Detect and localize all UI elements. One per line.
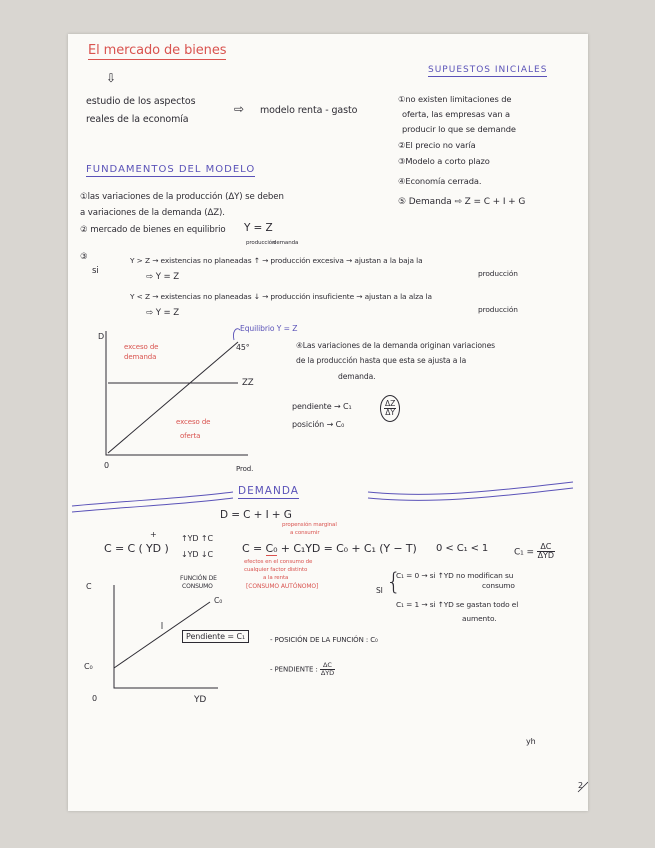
equilibrio-label: Equilibrio Y = Z	[240, 324, 298, 333]
efectos-4: [CONSUMO AUTÓNOMO]	[246, 583, 319, 590]
si-case-2a: C₁ = 1 → si ↑YD se gastan todo el	[396, 600, 519, 609]
c0-term: C₀	[265, 542, 278, 555]
zz-label: ZZ	[242, 378, 254, 388]
funcion-consumo-2: CONSUMO	[182, 583, 213, 590]
fundamento-2: ② mercado de bienes en equilibrio	[80, 225, 226, 235]
pendiente-numerator: ΔC	[320, 662, 335, 670]
pendiente-label: - PENDIENTE :	[270, 665, 318, 674]
curly-brace: {	[386, 568, 402, 596]
c-eq-rest: YD = C₀ + C₁ (Y − T)	[305, 542, 417, 555]
fundamento-3-number: ③	[80, 252, 88, 262]
delta-ratio-circle	[380, 395, 400, 422]
page-number: 2	[578, 781, 583, 790]
case-insufficient-production: Y < Z → existencias no planeadas ↓ → producción insuficiente → ajustan a la alza la	[130, 292, 432, 301]
pendiente-denominator: ΔYD	[320, 668, 334, 677]
c1-term: C₁	[293, 542, 306, 555]
exceso-oferta-1: exceso de	[176, 418, 211, 426]
supuesto-line: ③Modelo a corto plazo	[398, 156, 490, 166]
posicion-c0: posición → C₀	[292, 420, 345, 429]
c1-denominator: ΔYD	[537, 551, 554, 561]
delta-y: ΔY	[385, 407, 395, 417]
graph2-c0-label: C₀	[84, 662, 93, 671]
funcion-consumo-c0: C₀	[214, 596, 223, 605]
graph1-y-label: D	[98, 332, 105, 341]
supuesto-line: ①no existen limitaciones de	[398, 94, 512, 104]
label-45-degrees: 45°	[236, 343, 250, 352]
graph1-x-label: Prod.	[236, 465, 254, 473]
prop-marginal-1: propensión marginal	[282, 522, 337, 528]
funcion-consumo-1: FUNCIÓN DE	[180, 575, 217, 582]
fundamentos-heading: FUNDAMENTOS DEL MODELO	[86, 164, 256, 175]
c-eq-left: C =	[242, 542, 266, 555]
exceso-demanda-1: exceso de	[124, 343, 159, 351]
delta-z: ΔZ	[385, 399, 396, 408]
supuestos-heading: SUPUESTOS INICIALES	[428, 65, 548, 75]
graph2-origin: 0	[92, 694, 97, 703]
graph1-origin: 0	[104, 461, 109, 470]
demanda-equation: D = C + I + G	[220, 509, 292, 521]
case-2-result: ⇨ Y = Z	[146, 308, 180, 318]
pendiente-c1: pendiente → C₁	[292, 402, 352, 411]
supuesto-line: producir lo que se demande	[402, 124, 516, 134]
supuesto-line: ⑤ Demanda ⇨ Z = C + I + G	[398, 197, 526, 207]
efectos-3: a la renta	[263, 575, 289, 581]
yd-up: ↑YD ↑C	[181, 534, 213, 543]
graph2-x-label: YD	[194, 695, 207, 705]
case-excess-production: Y > Z → existencias no planeadas ↑ → producción excesiva → ajustan a la baja la	[130, 256, 423, 265]
equilibrium-equation: Y = Z	[244, 222, 273, 234]
supuesto-line: ④Economía cerrada.	[398, 176, 482, 186]
intro-line-2: reales de la economía	[86, 114, 189, 125]
efectos-2: cualquier factor distinto	[244, 567, 308, 573]
si-case-1b: consumo	[482, 581, 515, 590]
label-demanda: demanda	[273, 240, 299, 246]
c1-numerator: ΔC	[537, 543, 555, 552]
case-2-end: producción	[478, 305, 518, 314]
demanda-heading: DEMANDA	[238, 485, 299, 497]
si-case-2b: aumento.	[462, 614, 497, 623]
consumption-equation	[242, 542, 417, 555]
fundamento-1b: a variaciones de la demanda (ΔZ).	[80, 208, 225, 218]
right-arrow-icon: ⇨	[234, 102, 244, 116]
pendiente-box: Pendiente = C₁	[182, 630, 249, 643]
notebook-page	[68, 34, 588, 811]
c1-range: 0 < C₁ < 1	[436, 543, 489, 554]
si-case-1a: C₁ = 0 → si ↑YD no modifican su	[396, 571, 514, 580]
c-eq-mid: +	[277, 542, 294, 555]
consumption-function: C = C ( YD )	[104, 542, 169, 555]
case-1-end: producción	[478, 269, 518, 278]
p4-line-1: ④Las variaciones de la demanda originan variaciones	[296, 341, 496, 350]
p4-line-2: de la producción hasta que esta se ajusta a la	[296, 356, 467, 365]
page-title: El mercado de bienes	[88, 43, 227, 58]
demanda-rule-line	[72, 482, 573, 506]
si-label: si	[92, 266, 99, 276]
exceso-demanda-2: demanda	[124, 353, 157, 361]
c1-def-label: C₁ =	[514, 547, 534, 558]
supuesto-line: oferta, las empresas van a	[402, 109, 511, 119]
label-produccion: producción	[246, 240, 276, 246]
intro-result: modelo renta - gasto	[260, 105, 358, 116]
intro-line-1: estudio de los aspectos	[86, 96, 196, 107]
posicion-funcion: - POSICIÓN DE LA FUNCIÓN : C₀	[270, 636, 378, 644]
c1-definition	[514, 543, 555, 561]
graph2-y-label: C	[86, 582, 92, 591]
pendiente-formula	[270, 662, 335, 677]
si-cases-label: SI	[376, 586, 383, 595]
case-1-result: ⇨ Y = Z	[146, 272, 180, 282]
exceso-oferta-2: oferta	[180, 432, 201, 440]
author-initials: yh	[526, 737, 536, 746]
plus-sign: +	[150, 530, 157, 539]
down-arrow-icon: ⇩	[106, 71, 116, 85]
p4-line-3: demanda.	[338, 372, 376, 381]
yd-down: ↓YD ↓C	[181, 550, 213, 559]
fundamento-1a: ①las variaciones de la producción (ΔY) se deben	[80, 192, 284, 202]
efectos-1: efectos en el consumo de	[244, 559, 313, 565]
prop-marginal-2: a consumir	[290, 530, 320, 536]
supuesto-line: ②El precio no varía	[398, 140, 476, 150]
